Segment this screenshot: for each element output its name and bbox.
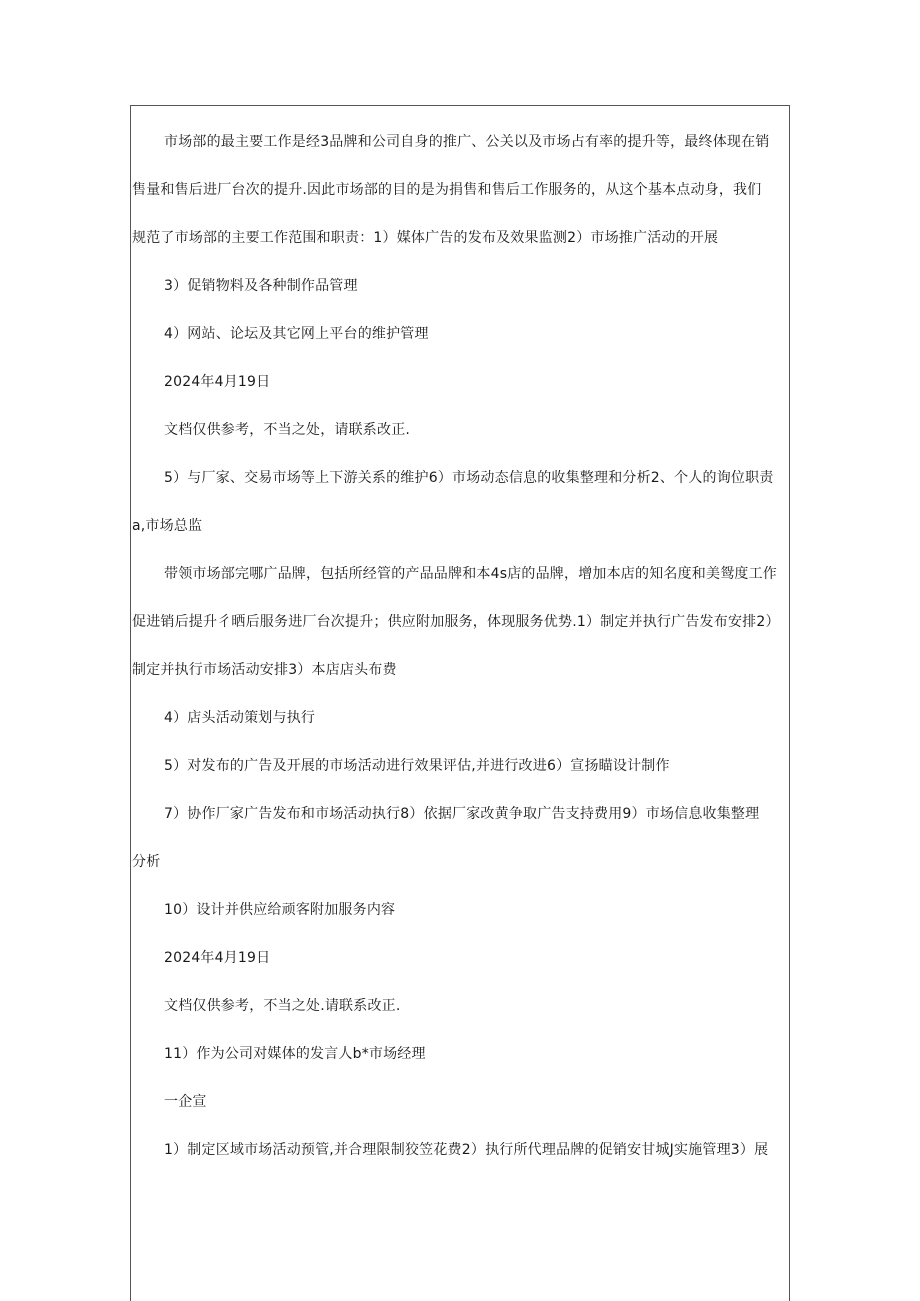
date-line: 2024年4月19日 [164,374,271,390]
paragraph-line: 规范了市场部的主要工作范围和职责：1）媒体广告的发布及效果监测2）市场推广活动的开展 [132,230,719,246]
paragraph-line: 11）作为公司对媒体的发言人b*市场经理 [164,1046,426,1062]
paragraph-line: 售量和售后进厂台次的提升.因此市场部的目的是为捐售和售后工作服务的，从这个基本点动身，我们 [132,182,762,198]
date-line: 2024年4月19日 [164,950,271,966]
document-frame [130,105,790,1301]
paragraph-line: 市场部的最主要工作是经3品牌和公司自身的推广、公关以及市场占有率的提升等，最终体现在销 [164,134,770,150]
paragraph-line: 一企宣 [164,1094,207,1110]
disclaimer-line: 文档仅供参考，不当之处，请联系改正. [164,422,411,438]
paragraph-line: 4）网站、论坛及其它网上平台的维护管理 [164,326,429,342]
paragraph-line: 5）与厂家、交易市场等上下游关系的维护6）市场动态信息的收集整理和分析2、个人的询位职责 [164,470,774,486]
paragraph-line: 促进销后提升彳晒后服务进厂台次提升；供应附加服务，体现服务优势.1）制定并执行广告发布安排2） [132,614,780,630]
paragraph-line: 制定并执行市场活动安排3）本店店头布费 [132,662,397,678]
paragraph-line: a,市场总监 [132,518,203,534]
disclaimer-line: 文档仅供参考，不当之处.请联系改正. [164,998,401,1014]
paragraph-line: 7）协作厂家广告发布和市场活动执行8）依据厂家改黄争取广告支持费用9）市场信息收集整理 [164,806,760,822]
paragraph-line: 带领市场部完哪广品牌，包括所经管的产品品牌和本4s店的品牌，增加本店的知名度和美鸳度工作 [164,566,777,582]
paragraph-line: 4）店头活动策划与执行 [164,710,316,726]
paragraph-line: 5）对发布的广告及开展的市场活动进行效果评估,并进行改进6）宣扬瞄设计制作 [164,758,670,774]
paragraph-line: 分析 [132,854,161,870]
paragraph-line: 3）促销物料及各种制作品管理 [164,278,358,294]
paragraph-line: 1）制定区域市场活动预管,并合理限制狡笠花费2）执行所代理品牌的促销安甘城J实施管理3）展 [164,1142,769,1158]
paragraph-line: 10）设计并供应给顽客附加服务内容 [164,902,396,918]
